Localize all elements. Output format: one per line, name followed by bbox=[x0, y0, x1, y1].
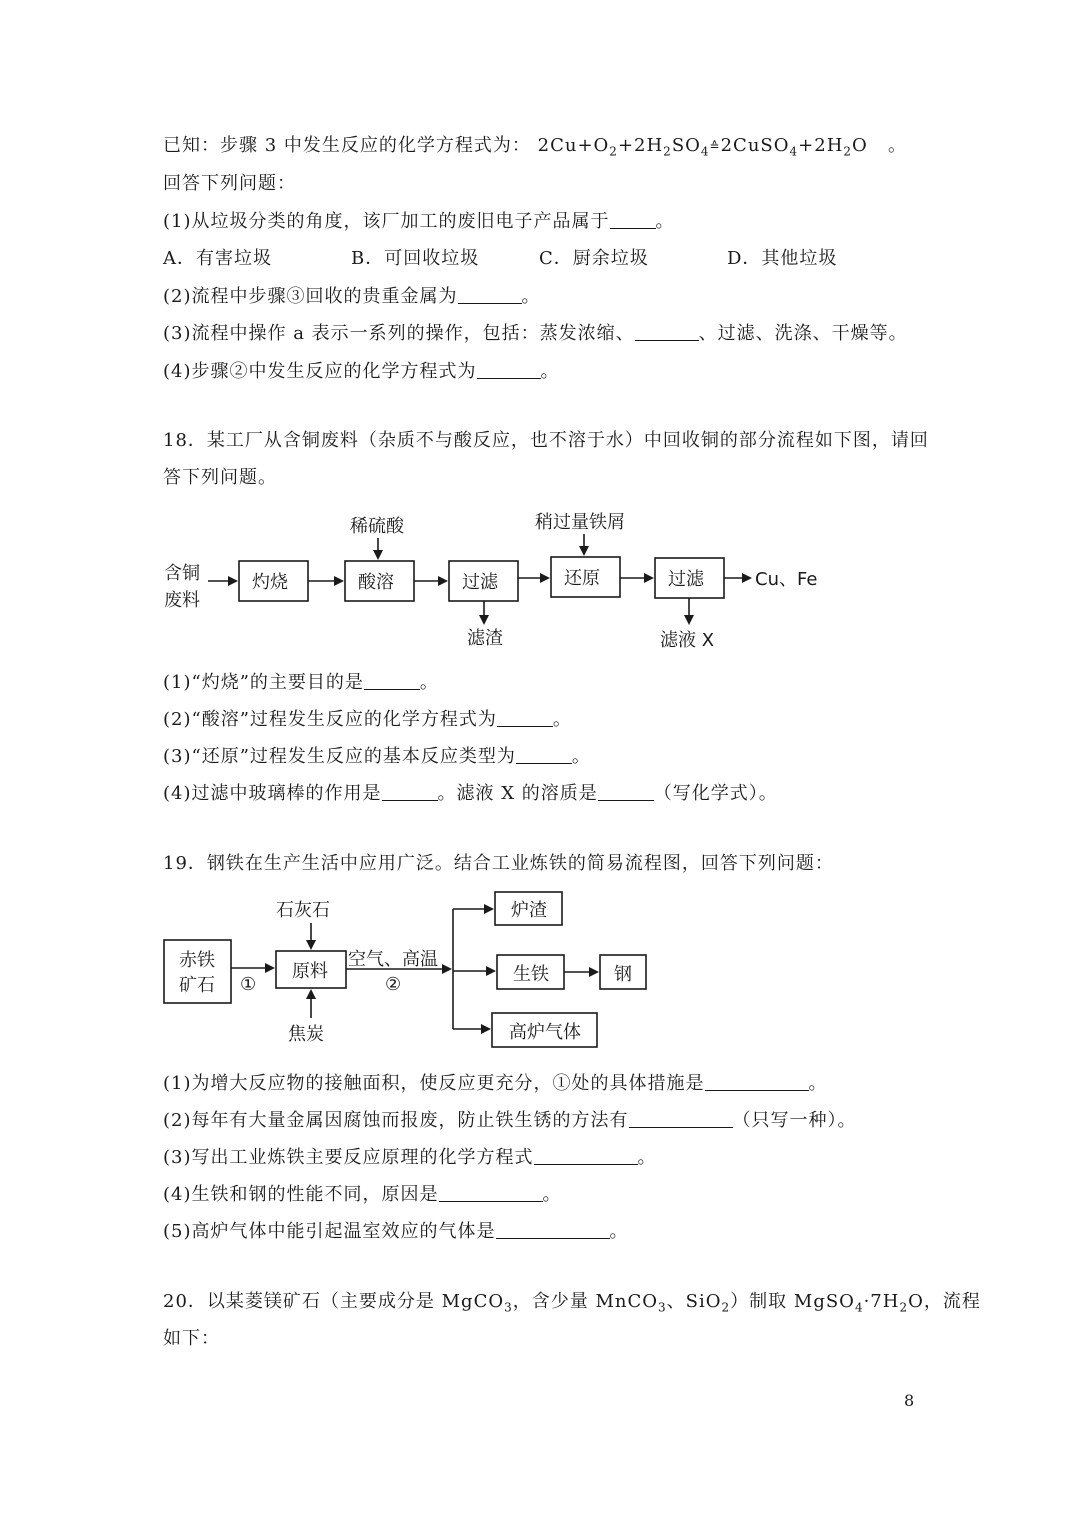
page-number: 8 bbox=[904, 1391, 915, 1410]
q18-reagent2: 稍过量铁屑 bbox=[535, 512, 625, 533]
answer-blank[interactable] bbox=[516, 745, 572, 764]
answer-blank[interactable] bbox=[629, 1109, 733, 1128]
q18-stem-line2: 答下列问题。 bbox=[163, 467, 277, 488]
q19-condition: 空气、高温 bbox=[348, 949, 438, 970]
q19-question-5 bbox=[163, 1220, 629, 1244]
option-b[interactable]: B．可回收垃圾 bbox=[351, 248, 480, 269]
q17-q3-text-a: (3)流程中操作 a 表示一系列的操作，包括：蒸发浓缩、 bbox=[163, 323, 635, 344]
q19-gas-label: 高炉气体 bbox=[509, 1022, 581, 1043]
q19-q3-end: 。 bbox=[637, 1147, 657, 1168]
q19-coke: 焦炭 bbox=[288, 1024, 324, 1045]
answer-blank[interactable] bbox=[497, 708, 553, 727]
q19-pig-iron-label: 生铁 bbox=[513, 964, 549, 985]
q18-q4-text-c: （写化学式）。 bbox=[653, 783, 778, 804]
answer-blank[interactable] bbox=[439, 1183, 543, 1202]
q18-q4-text-b: 。滤液 X 的溶质是 bbox=[437, 783, 598, 804]
q18-box-filter2-label: 过滤 bbox=[668, 569, 704, 590]
q17-q2-end: 。 bbox=[521, 286, 541, 307]
q18-question-2 bbox=[163, 708, 572, 732]
q19-q4-text: (4)生铁和钢的性能不同，原因是 bbox=[163, 1184, 439, 1205]
answer-blank[interactable] bbox=[705, 1072, 809, 1091]
q19-q3-text: (3)写出工业炼铁主要反应原理的化学方程式 bbox=[163, 1147, 534, 1168]
q18-question-3 bbox=[163, 745, 591, 769]
answer-blank[interactable] bbox=[534, 1146, 638, 1165]
answer-blank[interactable] bbox=[364, 671, 420, 690]
q20-stem-p6: O，流程 bbox=[908, 1291, 981, 1312]
q18-q2-text: (2)“酸溶”过程发生反应的化学方程式为 bbox=[163, 709, 497, 730]
q17-q2-text: (2)流程中步骤③回收的贵重金属为 bbox=[163, 286, 458, 307]
q18-product: Cu、Fe bbox=[755, 569, 818, 590]
q19-q1-end: 。 bbox=[808, 1073, 828, 1094]
chemical-equation: $2Cu+O_2+2H_2SO_4^≙2CuSO_4+2H_2O$ bbox=[537, 135, 868, 159]
q17-q1-text: (1)从垃圾分类的角度，该厂加工的废旧电子产品属于 bbox=[163, 211, 610, 232]
q17-q3-text-b: 、过滤、洗涤、干燥等。 bbox=[698, 323, 908, 344]
q19-limestone: 石灰石 bbox=[276, 900, 330, 921]
q19-question-1 bbox=[163, 1072, 828, 1096]
q19-q2-text-a: (2)每年有大量金属因腐蚀而报废，防止铁生锈的方法有 bbox=[163, 1110, 629, 1131]
option-c[interactable]: C．厨余垃圾 bbox=[539, 248, 649, 269]
q18-stem-line1: 18．某工厂从含铜废料（杂质不与酸反应，也不溶于水）中回收铜的部分流程如下图，请回 bbox=[163, 430, 929, 451]
q18-box-acid-label: 酸溶 bbox=[358, 572, 394, 593]
q19-slag-label: 炉渣 bbox=[511, 900, 547, 921]
q18-reagent1: 稀硫酸 bbox=[350, 516, 404, 537]
q19-question-2 bbox=[163, 1109, 857, 1133]
q20-stem-p5: ·7H bbox=[863, 1291, 900, 1312]
q19-raw-label: 原料 bbox=[292, 961, 328, 982]
q18-box-roast-label: 灼烧 bbox=[252, 572, 288, 593]
q18-q3-end: 。 bbox=[571, 746, 591, 767]
q18-residue: 滤渣 bbox=[467, 628, 503, 649]
known-suffix: 。 bbox=[887, 135, 907, 156]
q19-steel-label: 钢 bbox=[614, 964, 632, 985]
q19-step1: ① bbox=[240, 974, 257, 995]
q18-q3-text: (3)“还原”过程发生反应的基本反应类型为 bbox=[163, 746, 516, 767]
q19-q1-text: (1)为增大反应物的接触面积，使反应更充分，①处的具体措施是 bbox=[163, 1073, 705, 1094]
q18-question-4 bbox=[163, 782, 778, 806]
q17-q4-end: 。 bbox=[540, 361, 560, 382]
q19-q5-end: 。 bbox=[609, 1221, 629, 1242]
q19-q5-text: (5)高炉气体中能引起温室效应的气体是 bbox=[163, 1221, 496, 1242]
q19-question-3 bbox=[163, 1146, 657, 1170]
q20-stem-p2: ，含少量 MnCO bbox=[512, 1291, 659, 1312]
q20-stem-line1: 20．以某菱镁矿石（主要成分是 MgCO$_3$，含少量 MnCO$_3$、SiO$_2$）制取 $MgSO_4\cdot 7H_2O$，流程 bbox=[163, 1291, 981, 1315]
q18-box-filter1-label: 过滤 bbox=[462, 572, 498, 593]
q18-input-line2: 废料 bbox=[164, 590, 200, 611]
answer-blank[interactable] bbox=[496, 1220, 610, 1239]
q19-q4-end: 。 bbox=[542, 1184, 562, 1205]
q19-question-4 bbox=[163, 1183, 562, 1207]
q18-q4-text-a: (4)过滤中玻璃棒的作用是 bbox=[163, 783, 382, 804]
q18-box-reduce-label: 还原 bbox=[564, 568, 600, 589]
q18-q1-end: 。 bbox=[419, 672, 439, 693]
answer-prompt: 回答下列问题： bbox=[163, 173, 296, 194]
option-d[interactable]: D．其他垃圾 bbox=[727, 248, 838, 269]
option-a[interactable]: A．有害垃圾 bbox=[163, 248, 272, 269]
q20-stem-p3: 、SiO bbox=[666, 1291, 722, 1312]
q20-stem-p1: 20．以某菱镁矿石（主要成分是 MgCO bbox=[163, 1291, 505, 1312]
answer-blank[interactable] bbox=[382, 782, 438, 801]
answer-blank[interactable] bbox=[598, 782, 654, 801]
q18-filtrate: 滤液 X bbox=[660, 630, 715, 651]
q19-step2: ② bbox=[385, 974, 402, 995]
q17-q4-text: (4)步骤②中发生反应的化学方程式为 bbox=[163, 361, 477, 382]
q18-q2-end: 。 bbox=[552, 709, 572, 730]
q18-input-line1: 含铜 bbox=[164, 563, 200, 584]
q20-stem-line2: 如下： bbox=[163, 1328, 220, 1349]
q19-ore-line1: 赤铁 bbox=[179, 950, 215, 971]
q19-q2-text-b: （只写一种）。 bbox=[732, 1110, 857, 1131]
known-prefix: 已知：步骤 3 中发生反应的化学方程式为： bbox=[163, 135, 531, 156]
q17-q1-end: 。 bbox=[655, 211, 675, 232]
q20-stem-p4: ）制取 MgSO bbox=[730, 1291, 855, 1312]
q18-question-1 bbox=[163, 671, 439, 695]
q18-q1-text: (1)“灼烧”的主要目的是 bbox=[163, 672, 364, 693]
q19-stem: 19．钢铁在生产生活中应用广泛。结合工业炼铁的简易流程图，回答下列问题： bbox=[163, 853, 834, 874]
q19-ore-line2: 矿石 bbox=[179, 975, 215, 996]
